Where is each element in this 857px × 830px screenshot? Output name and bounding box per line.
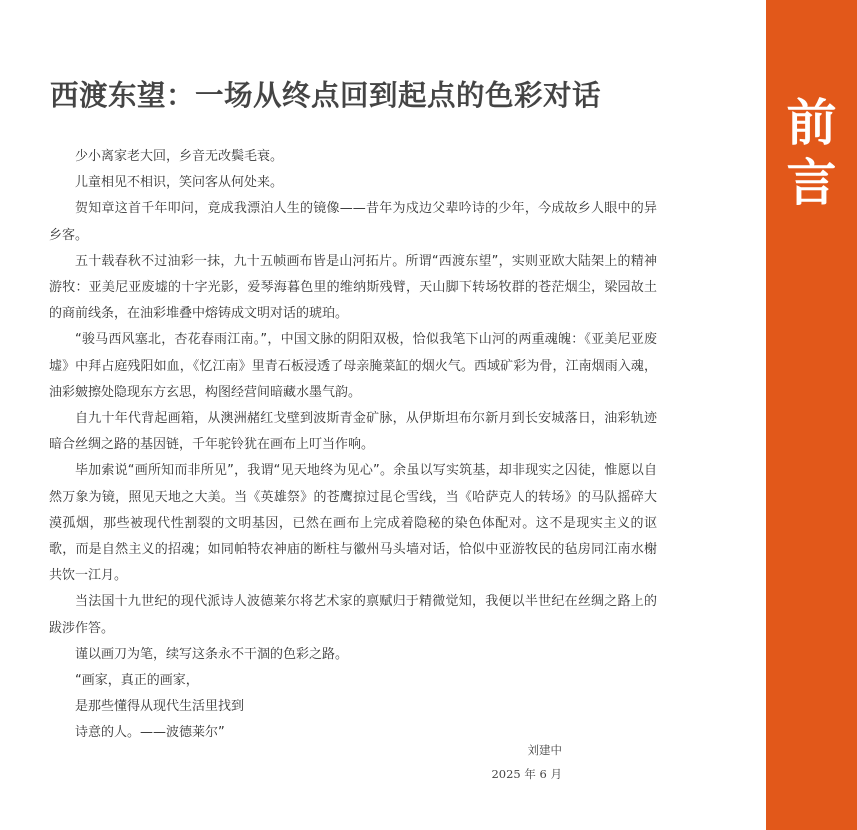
body-paragraph: “骏马西风塞北，杏花春雨江南。”，中国文脉的阴阳双极，恰似我笔下山河的两重魂魄：《亚美尼亚废墟》中拜占庭残阳如血，《忆江南》里青石板浸透了母亲腌菜缸的烟火气。西域矿彩为骨，江南烟雨入魂，油彩皴擦处隐现东方玄思，构图经营间暗藏水墨气韵。 (49, 332, 657, 400)
poem-line: 诗意的人。——波德莱尔” (75, 725, 225, 741)
page-title: 西渡东望：一场从终点回到起点的色彩对话 (50, 79, 602, 113)
body-paragraph: 五十载春秋不过油彩一抹，九十五帧画布皆是山河拓片。所谓“西渡东望”，实则亚欧大陆架上的精神游牧：亚美尼亚废墟的十字光影，爱琴海暮色里的维纳斯残臂，天山脚下转场牧群的苍茫烟尘，梁园故土的商前线条，在油彩堆叠中熔铸成文明对话的琥珀。 (49, 253, 657, 322)
body-paragraph: 毕加索说“画所知而非所见”，我谓“见天地终为见心”。余虽以写实筑基，却非现实之囚徒，惟愿以自然万象为镜，照见天地之大美。当《英雄祭》的苍鹰掠过昆仑雪线，当《哈萨克人的转场》的马队摇碎大漠孤烟，那些被现代性割裂的文明基因，已然在画布上完成着隐秘的染色体配对。这不是现实主义的讴歌，而是自然主义的招魂；如同帕特农神庙的断柱与徽州马头墙对话，恰似中亚游牧民的毡房同江南水榭共饮一江月。 (49, 463, 657, 584)
preface-body (49, 144, 657, 747)
section-title-char: 言 (786, 153, 837, 212)
poem-line: “画家，真正的画家， (75, 673, 199, 689)
body-paragraph: 贺知章这首千年叩问，竟成我漂泊人生的镜像——昔年为戍边父辈吟诗的少年，今成故乡人眼中的异乡客。 (49, 201, 657, 243)
body-paragraph: 儿童相见不相识，笑问客从何处来。 (75, 175, 284, 191)
poem-line: 是那些懂得从现代生活里找到 (75, 699, 245, 715)
author-name: 刘建中 (527, 743, 562, 757)
date-line: 2025 年 6 月 (491, 767, 562, 781)
body-paragraph: 谨以画刀为笔，续写这条永不干涸的色彩之路。 (75, 646, 349, 662)
body-paragraph: 自九十年代背起画箱，从澳洲赭红戈壁到波斯青金矿脉，从伊斯坦布尔新月到长安城落日，油彩轨迹暗合丝绸之路的基因链，千年驼铃犹在画布上叮当作响。 (49, 411, 657, 453)
section-title-char: 前 (786, 93, 837, 152)
preface-side-band (766, 0, 857, 830)
body-paragraph: 少小离家老大回，乡音无改鬓毛衰。 (75, 149, 284, 164)
body-paragraph: 当法国十九世纪的现代派诗人波德莱尔将艺术家的禀赋归于精微觉知，我便以半世纪在丝绸之路上的跋涉作答。 (49, 594, 657, 636)
section-title-vertical (766, 93, 857, 213)
signature-block (491, 738, 562, 786)
